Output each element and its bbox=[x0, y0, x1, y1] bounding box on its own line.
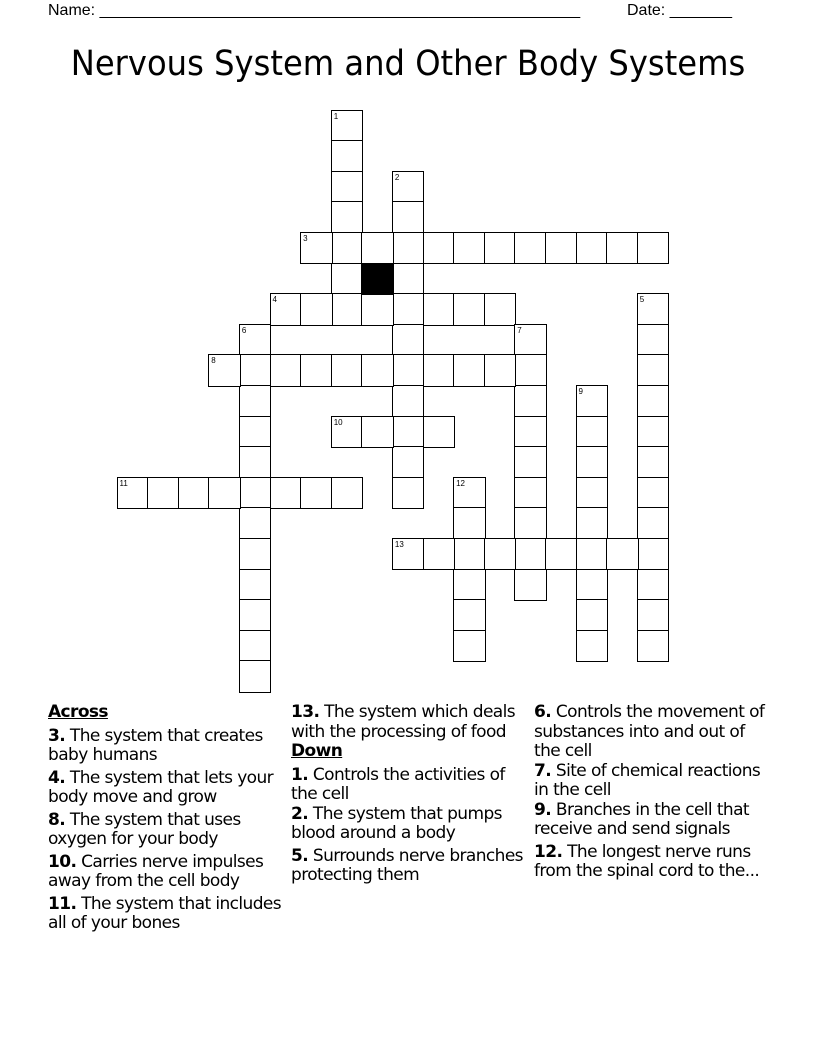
clue-across-11: 11. The system that includes all of your bones bbox=[48, 893, 282, 933]
grid-cell[interactable] bbox=[239, 354, 272, 387]
grid-cell[interactable] bbox=[606, 538, 639, 571]
grid-cell[interactable] bbox=[576, 538, 609, 571]
grid-cell[interactable] bbox=[239, 630, 272, 663]
grid-cell[interactable] bbox=[331, 354, 364, 387]
grid-cell[interactable] bbox=[484, 354, 517, 387]
grid-cell[interactable] bbox=[545, 538, 578, 571]
clue-down-5: 5. Surrounds nerve branches protecting them bbox=[291, 845, 523, 885]
grid-cell[interactable] bbox=[576, 599, 609, 632]
clue-down-1: 1. Controls the activities of the cell bbox=[291, 764, 505, 804]
grid-cell[interactable] bbox=[484, 232, 517, 265]
grid-cell[interactable] bbox=[637, 354, 670, 387]
cell-number: 9 bbox=[578, 386, 583, 396]
grid-cell[interactable] bbox=[331, 477, 364, 510]
grid-cell[interactable] bbox=[453, 538, 486, 571]
clue-down-9: 9. Branches in the cell that receive and send signals bbox=[534, 799, 749, 839]
grid-cell[interactable] bbox=[300, 232, 333, 265]
grid-cell[interactable] bbox=[392, 538, 425, 571]
grid-cell[interactable] bbox=[300, 477, 333, 510]
grid-cell[interactable] bbox=[300, 293, 333, 326]
grid-cell[interactable] bbox=[239, 446, 272, 479]
clue-across-10: 10. Carries nerve impulses away from the cell body bbox=[48, 851, 264, 891]
cell-number: 13 bbox=[394, 539, 404, 549]
grid-cell[interactable] bbox=[514, 232, 547, 265]
grid-cell[interactable] bbox=[637, 538, 670, 571]
grid-cell[interactable] bbox=[514, 446, 547, 479]
grid-cell[interactable] bbox=[514, 538, 547, 571]
grid-cell[interactable] bbox=[239, 507, 272, 540]
grid-cell[interactable] bbox=[576, 385, 609, 418]
grid-cell[interactable] bbox=[239, 385, 272, 418]
cell-number: 12 bbox=[456, 478, 465, 488]
grid-cell[interactable] bbox=[392, 446, 425, 479]
cell-number: 5 bbox=[639, 295, 645, 305]
grid-cell[interactable] bbox=[514, 324, 547, 357]
clue-across-8: 8. The system that uses oxygen for your body bbox=[48, 809, 241, 849]
clue-down-6: 6. Controls the movement of substances into and out of the cell bbox=[534, 702, 765, 761]
grid-cell[interactable] bbox=[576, 416, 609, 449]
cell-number: 4 bbox=[272, 295, 277, 305]
grid-cell[interactable] bbox=[361, 232, 394, 265]
black-cell bbox=[361, 263, 394, 296]
grid-cell[interactable] bbox=[361, 293, 394, 326]
cell-number: 2 bbox=[394, 172, 400, 182]
grid-cell[interactable] bbox=[514, 569, 547, 602]
grid-cell[interactable] bbox=[331, 263, 364, 296]
grid-cell[interactable] bbox=[270, 354, 303, 387]
grid-cell[interactable] bbox=[270, 477, 303, 510]
grid-cell[interactable] bbox=[576, 569, 609, 602]
grid-cell[interactable] bbox=[208, 477, 241, 510]
grid-cell[interactable] bbox=[637, 446, 670, 479]
grid-cell[interactable] bbox=[484, 538, 517, 571]
cell-number: 3 bbox=[303, 233, 308, 243]
clue-across-4: 4. The system that lets your body move and grow bbox=[48, 767, 274, 807]
cell-number: 10 bbox=[333, 417, 343, 427]
grid-cell[interactable] bbox=[514, 354, 547, 387]
grid-cell[interactable] bbox=[453, 507, 486, 540]
grid-cell[interactable] bbox=[239, 324, 272, 357]
grid-cell[interactable] bbox=[117, 477, 150, 510]
grid-cell[interactable] bbox=[576, 446, 609, 479]
grid-cell[interactable] bbox=[423, 293, 456, 326]
grid-cell[interactable] bbox=[637, 477, 670, 510]
grid-cell[interactable] bbox=[331, 293, 364, 326]
grid-cell[interactable] bbox=[392, 263, 425, 296]
grid-cell[interactable] bbox=[392, 324, 425, 357]
grid-cell[interactable] bbox=[208, 354, 241, 387]
date-label: Date: bbox=[627, 2, 666, 19]
grid-cell[interactable] bbox=[239, 599, 272, 632]
grid-cell[interactable] bbox=[514, 477, 547, 510]
grid-cell[interactable] bbox=[637, 599, 670, 632]
grid-cell[interactable] bbox=[637, 385, 670, 418]
date-field[interactable] bbox=[627, 2, 732, 20]
grid-cell[interactable] bbox=[423, 416, 456, 449]
grid-cell[interactable] bbox=[637, 416, 670, 449]
grid-cell[interactable] bbox=[423, 538, 456, 571]
grid-cell[interactable] bbox=[331, 171, 364, 204]
grid-cell[interactable] bbox=[331, 110, 364, 143]
grid-cell[interactable] bbox=[423, 354, 456, 387]
grid-cell[interactable] bbox=[453, 630, 486, 663]
name-field[interactable] bbox=[48, 2, 580, 20]
across-heading: Across bbox=[48, 702, 108, 722]
name-label: Name: bbox=[48, 2, 96, 19]
grid-cell[interactable] bbox=[453, 354, 486, 387]
grid-cell[interactable] bbox=[300, 354, 333, 387]
grid-cell[interactable] bbox=[392, 232, 425, 265]
grid-cell[interactable] bbox=[453, 599, 486, 632]
clues-column-2 bbox=[291, 703, 531, 889]
grid-cell[interactable] bbox=[178, 477, 211, 510]
grid-cell[interactable] bbox=[484, 293, 517, 326]
grid-cell[interactable] bbox=[453, 232, 486, 265]
grid-cell[interactable] bbox=[239, 477, 272, 510]
grid-cell[interactable] bbox=[392, 416, 425, 449]
grid-cell[interactable] bbox=[392, 354, 425, 387]
grid-cell[interactable] bbox=[392, 385, 425, 418]
grid-cell[interactable] bbox=[423, 232, 456, 265]
grid-cell[interactable] bbox=[637, 630, 670, 663]
clue-across-13: 13. The system which deals with the processing of food bbox=[291, 702, 515, 742]
grid-cell[interactable] bbox=[331, 140, 364, 173]
grid-cell[interactable] bbox=[545, 232, 578, 265]
grid-cell[interactable] bbox=[576, 477, 609, 510]
grid-cell[interactable] bbox=[147, 477, 180, 510]
grid-cell[interactable] bbox=[453, 477, 486, 510]
cell-number: 7 bbox=[517, 325, 522, 335]
down-heading: Down bbox=[291, 741, 343, 761]
grid-cell[interactable] bbox=[392, 293, 425, 326]
date-line: _______ bbox=[669, 2, 732, 19]
clue-down-12: 12. The longest nerve runs from the spinal cord to the... bbox=[534, 841, 760, 881]
clue-down-7: 7. Site of chemical reactions in the cell bbox=[534, 760, 761, 800]
grid-cell[interactable] bbox=[392, 171, 425, 204]
cell-number: 8 bbox=[211, 356, 216, 366]
grid-cell[interactable] bbox=[453, 293, 486, 326]
grid-cell[interactable] bbox=[453, 569, 486, 602]
grid-cell[interactable] bbox=[239, 569, 272, 602]
page-title: Nervous System and Other Body Systems bbox=[70, 44, 746, 84]
grid-cell[interactable] bbox=[637, 324, 670, 357]
grid-cell[interactable] bbox=[637, 293, 670, 326]
grid-cell[interactable] bbox=[576, 507, 609, 540]
clue-down-2: 2. The system that pumps blood around a body bbox=[291, 803, 502, 843]
grid-cell[interactable] bbox=[270, 293, 303, 326]
cell-number: 1 bbox=[333, 111, 339, 121]
grid-cell[interactable] bbox=[392, 201, 425, 234]
name-line: ______________________________________________________ bbox=[99, 2, 581, 19]
grid-cell[interactable] bbox=[514, 416, 547, 449]
clues-column-3 bbox=[534, 703, 774, 885]
grid-cell[interactable] bbox=[637, 569, 670, 602]
cell-number: 6 bbox=[241, 325, 247, 335]
grid-cell[interactable] bbox=[576, 232, 609, 265]
cell-number: 11 bbox=[119, 478, 128, 488]
grid-cell[interactable] bbox=[514, 507, 547, 540]
grid-cell[interactable] bbox=[637, 507, 670, 540]
grid-cell[interactable] bbox=[361, 416, 394, 449]
grid-cell[interactable] bbox=[392, 477, 425, 510]
grid-cell[interactable] bbox=[331, 201, 364, 234]
grid-cell[interactable] bbox=[637, 232, 670, 265]
grid-cell[interactable] bbox=[576, 630, 609, 663]
clues-column-1 bbox=[48, 703, 288, 937]
grid-cell[interactable] bbox=[239, 660, 272, 693]
grid-cell[interactable] bbox=[361, 354, 394, 387]
clue-across-3: 3. The system that creates baby humans bbox=[48, 725, 263, 765]
grid-cell[interactable] bbox=[331, 416, 364, 449]
grid-cell[interactable] bbox=[606, 232, 639, 265]
grid-cell[interactable] bbox=[331, 232, 364, 265]
grid-cell[interactable] bbox=[239, 416, 272, 449]
grid-cell[interactable] bbox=[239, 538, 272, 571]
grid-cell[interactable] bbox=[514, 385, 547, 418]
